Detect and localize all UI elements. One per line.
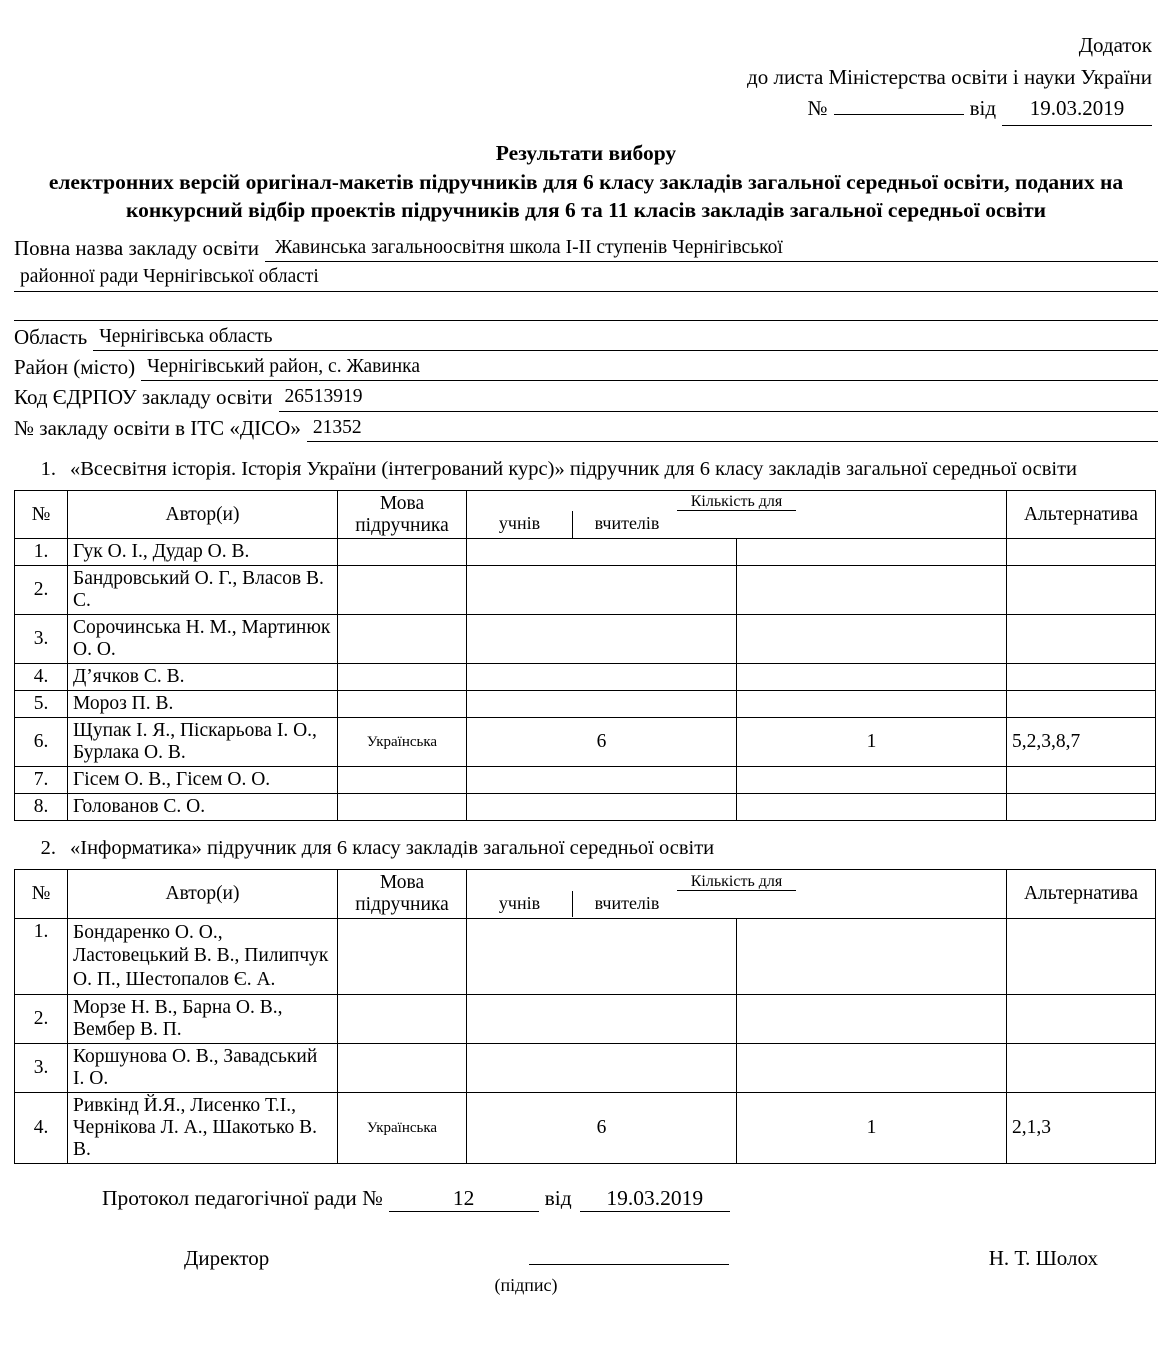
cell-no: 2. <box>15 995 68 1044</box>
field-school-name <box>14 234 1158 262</box>
section-2-number: 2. <box>40 837 56 860</box>
cell-teachers[interactable] <box>737 691 1007 718</box>
field-district <box>14 353 1158 381</box>
cell-language[interactable]: Українська <box>338 1093 467 1164</box>
cell-alternative[interactable]: 5,2,3,8,7 <box>1007 718 1156 767</box>
cell-teachers[interactable] <box>737 566 1007 615</box>
cell-no: 6. <box>15 718 68 767</box>
cell-author: Сорочинська Н. М., Мартинюк О. О. <box>68 615 338 664</box>
cell-no: 3. <box>15 615 68 664</box>
cell-author: Бандровський О. Г., Власов В. С. <box>68 566 338 615</box>
protocol-number[interactable]: 12 <box>389 1186 539 1212</box>
signature-line-wrap <box>269 1244 989 1271</box>
field-region-value[interactable]: Чернігівська область <box>93 324 1158 351</box>
cell-no: 4. <box>15 1093 68 1164</box>
field-edrpou-value[interactable]: 26513919 <box>279 384 1159 411</box>
title-line-2: електронних версій оригінал-макетів підручників для 6 класу закладів загальної середньої освіти, поданих на конкурсний відбір проектів підручників для 6 та 11 класів закладів загальної середньої освіти <box>48 170 1124 222</box>
cell-no: 8. <box>15 794 68 821</box>
cell-alternative[interactable] <box>1007 767 1156 794</box>
field-school-value-line3[interactable] <box>14 294 1158 321</box>
title-line-1: Результати вибору <box>495 140 677 165</box>
header-alternative: Альтернатива <box>1007 870 1156 919</box>
cell-author: Бондаренко О. О., Ластовецький В. В., Пилипчук О. П., Шестопалов Є. А. <box>68 918 338 994</box>
cell-alternative[interactable] <box>1007 794 1156 821</box>
header-no: № <box>15 490 68 539</box>
form-fields <box>14 234 1158 442</box>
cell-teachers[interactable] <box>737 794 1007 821</box>
cell-language[interactable] <box>338 566 467 615</box>
cell-pupils[interactable]: 6 <box>467 718 737 767</box>
header-quantity-sub <box>467 511 1006 537</box>
cell-language[interactable] <box>338 615 467 664</box>
cell-language[interactable] <box>338 664 467 691</box>
table-row <box>15 995 1156 1044</box>
cell-language[interactable] <box>338 539 467 566</box>
header-no: № <box>15 870 68 919</box>
cell-alternative[interactable] <box>1007 539 1156 566</box>
section-2-table <box>14 869 1156 1164</box>
cell-pupils[interactable] <box>467 615 737 664</box>
cell-no: 1. <box>15 918 68 994</box>
cell-author: Гісем О. В., Гісем О. О. <box>68 767 338 794</box>
cell-pupils[interactable] <box>467 794 737 821</box>
field-diso <box>14 414 1158 442</box>
protocol-row <box>14 1186 1158 1212</box>
header-quantity <box>467 490 1007 539</box>
cell-no: 2. <box>15 566 68 615</box>
cell-teachers[interactable] <box>737 995 1007 1044</box>
field-school-value-line2[interactable]: районної ради Чернігівської області <box>14 264 1158 291</box>
table-header-row <box>15 490 1156 539</box>
document-title <box>14 140 1158 225</box>
cell-alternative[interactable] <box>1007 664 1156 691</box>
protocol-vid-label: від <box>544 1186 572 1211</box>
header-teachers: вчителів <box>594 892 660 913</box>
cell-teachers[interactable] <box>737 1044 1007 1093</box>
protocol-date[interactable]: 19.03.2019 <box>580 1186 730 1212</box>
document-header <box>14 30 1158 126</box>
field-region <box>14 323 1158 351</box>
header-quantity-top <box>467 491 1006 511</box>
table-row <box>15 718 1156 767</box>
header-quantity-label: Кількість для <box>677 873 797 891</box>
cell-alternative[interactable] <box>1007 918 1156 994</box>
header-number-value[interactable] <box>834 114 964 115</box>
field-school-value-line1[interactable]: Жавинська загальноосвітня школа І-ІІ ступенів Чернігівської <box>265 235 1158 262</box>
table-row <box>15 691 1156 718</box>
cell-language[interactable] <box>338 995 467 1044</box>
table-row <box>15 794 1156 821</box>
signature-caption: (підпис) <box>494 1275 558 1296</box>
cell-alternative[interactable] <box>1007 615 1156 664</box>
cell-language[interactable] <box>338 1044 467 1093</box>
field-district-label: Район (місто) <box>14 355 136 380</box>
cell-pupils[interactable] <box>467 767 737 794</box>
header-quantity-top <box>467 871 1006 891</box>
cell-alternative[interactable]: 2,1,3 <box>1007 1093 1156 1164</box>
header-author: Автор(и) <box>68 490 338 539</box>
header-language: Мова підручника <box>338 870 467 919</box>
section-1-title: «Всесвітня історія. Історія України (інтегрований курс)» підручник для 6 класу закладів загальної середньої освіти <box>70 458 1077 481</box>
protocol-label: Протокол педагогічної ради № <box>102 1186 383 1211</box>
cell-pupils[interactable] <box>467 918 737 994</box>
cell-pupils[interactable] <box>467 539 737 566</box>
header-quantity-label: Кількість для <box>677 493 797 511</box>
cell-pupils[interactable] <box>467 664 737 691</box>
cell-teachers[interactable]: 1 <box>737 718 1007 767</box>
cell-author: Морзе Н. В., Барна О. В., Вембер В. П. <box>68 995 338 1044</box>
field-district-value[interactable]: Чернігівський район, с. Жавинка <box>141 354 1158 381</box>
field-region-label: Область <box>14 324 88 349</box>
cell-pupils[interactable]: 6 <box>467 1093 737 1164</box>
cell-teachers[interactable] <box>737 615 1007 664</box>
header-number-label: № <box>807 96 828 120</box>
table-row <box>15 566 1156 615</box>
cell-teachers[interactable]: 1 <box>737 1093 1007 1164</box>
header-pupils: учнів <box>467 511 573 537</box>
cell-teachers[interactable] <box>737 918 1007 994</box>
header-vid-label: від <box>969 96 996 120</box>
header-pupils: учнів <box>467 891 573 917</box>
signature-role: Директор <box>184 1246 270 1271</box>
header-alternative: Альтернатива <box>1007 490 1156 539</box>
cell-alternative[interactable] <box>1007 566 1156 615</box>
cell-no: 3. <box>15 1044 68 1093</box>
cell-language[interactable] <box>338 691 467 718</box>
cell-pupils[interactable] <box>467 691 737 718</box>
cell-no: 7. <box>15 767 68 794</box>
cell-author: Гук О. І., Дудар О. В. <box>68 539 338 566</box>
field-edrpou-label: Код ЄДРПОУ закладу освіти <box>14 385 273 410</box>
cell-author: Голованов С. О. <box>68 794 338 821</box>
section-1-table <box>14 490 1156 822</box>
table-row <box>15 1093 1156 1164</box>
signature-row <box>14 1244 1158 1271</box>
cell-teachers[interactable] <box>737 664 1007 691</box>
header-line-number-date <box>14 93 1152 126</box>
cell-language[interactable] <box>338 767 467 794</box>
cell-language[interactable] <box>338 918 467 994</box>
cell-no: 4. <box>15 664 68 691</box>
cell-language[interactable]: Українська <box>338 718 467 767</box>
cell-author: Щупак І. Я., Піскарьова І. О., Бурлака О. В. <box>68 718 338 767</box>
cell-author: Коршунова О. В., Завадський І. О. <box>68 1044 338 1093</box>
table-row <box>15 767 1156 794</box>
header-author: Автор(и) <box>68 870 338 919</box>
field-diso-value[interactable]: 21352 <box>307 415 1158 442</box>
header-line-ministry: до листа Міністерства освіти і науки України <box>747 64 1152 89</box>
cell-no: 1. <box>15 539 68 566</box>
cell-pupils[interactable] <box>467 1044 737 1093</box>
field-edrpou <box>14 383 1158 411</box>
cell-teachers[interactable] <box>737 767 1007 794</box>
cell-teachers[interactable] <box>737 539 1007 566</box>
signature-blank[interactable] <box>529 1244 729 1265</box>
header-quantity-sub <box>467 891 1006 917</box>
header-quantity <box>467 870 1007 919</box>
cell-author: Д’ячков С. В. <box>68 664 338 691</box>
header-teachers: вчителів <box>594 513 660 534</box>
section-2-heading <box>14 835 1158 862</box>
section-2-title: «Інформатика» підручник для 6 класу закладів загальної середньої освіти <box>70 837 715 860</box>
cell-language[interactable] <box>338 794 467 821</box>
table-row <box>15 918 1156 994</box>
section-1-number: 1. <box>40 458 56 481</box>
cell-pupils[interactable] <box>467 566 737 615</box>
cell-no: 5. <box>15 691 68 718</box>
cell-alternative[interactable] <box>1007 1044 1156 1093</box>
header-language: Мова підручника <box>338 490 467 539</box>
field-school-label: Повна назва закладу освіти <box>14 236 260 261</box>
table-header-row <box>15 870 1156 919</box>
cell-author: Ривкінд Й.Я., Лисенко Т.І., Чернікова Л. А., Шакотько В. В. <box>68 1093 338 1164</box>
table-row <box>15 664 1156 691</box>
field-school-name-cont <box>14 264 1158 291</box>
table-row <box>15 615 1156 664</box>
cell-alternative[interactable] <box>1007 995 1156 1044</box>
section-1-heading <box>14 456 1158 483</box>
header-date-value[interactable]: 19.03.2019 <box>1002 93 1152 126</box>
cell-pupils[interactable] <box>467 995 737 1044</box>
cell-alternative[interactable] <box>1007 691 1156 718</box>
table-row <box>15 1044 1156 1093</box>
field-diso-label: № закладу освіти в ІТС «ДІСО» <box>14 415 301 440</box>
signature-name: Н. Т. Шолох <box>988 1246 1098 1271</box>
table-row <box>15 539 1156 566</box>
header-line-dodatok: Додаток <box>1078 33 1152 57</box>
cell-author: Мороз П. В. <box>68 691 338 718</box>
